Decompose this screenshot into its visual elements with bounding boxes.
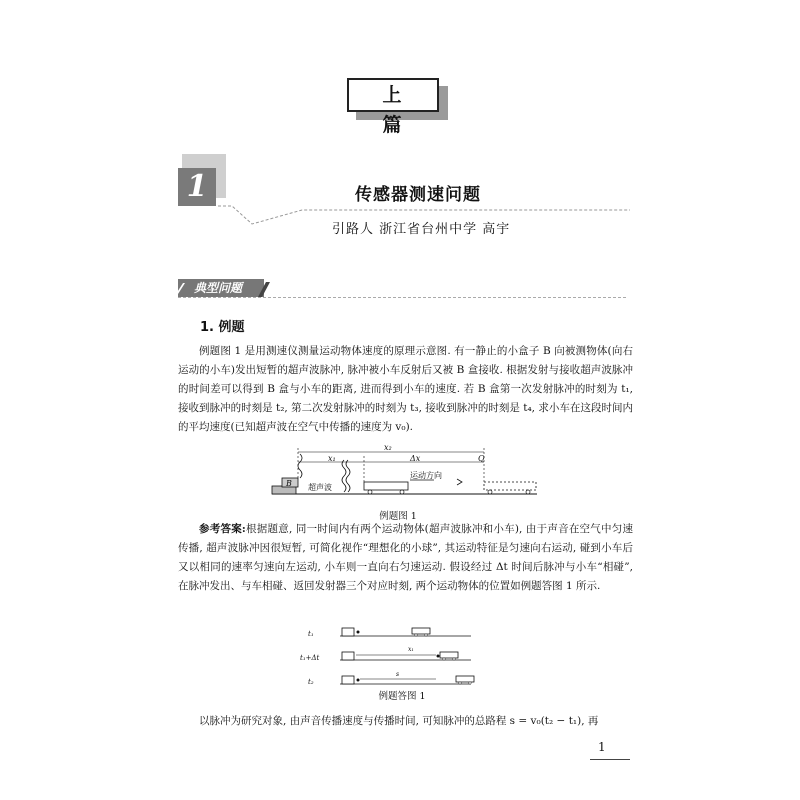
page-number-rule	[590, 759, 630, 760]
label-dx: Δx	[410, 454, 421, 463]
car-later	[484, 482, 536, 490]
label-x1-fig2: x₁	[408, 646, 414, 653]
label-s-fig2: s	[396, 671, 400, 678]
label-x1: x₁	[328, 454, 336, 463]
label-b: B	[286, 479, 292, 488]
section-divider	[178, 297, 626, 298]
problem-text: 例题图 1 是用测速仪测量运动物体速度的原理示意图. 有一静止的小盒子 B 向被测物体(向右运动的小车)发出短暂的超声波脉冲, 脉冲被小车反射后又被 B 盒接收. 根据发射与接收超声波脉冲的时间差可以得到 B 盒与小车的距离, 进而得到小车的速度. 若 B 盒第一次发射脉冲的时刻为 t₁, 接收到脉冲的时刻是 t₂, 第二次发射脉冲的时刻为 t₃, 接收到脉冲的时刻是 t₄, 求小车在这段时间内的平均速度(已知超声波在空气中传播的速度为 v₀).	[178, 345, 633, 433]
section-tag: 典型问题	[178, 279, 264, 297]
answer-paragraph	[178, 520, 633, 596]
label-ultrasound: 超声波	[308, 483, 332, 492]
label-direction: 运动方向	[410, 471, 442, 480]
section-tag-decoration	[174, 280, 274, 298]
page-number: 1	[598, 740, 606, 754]
label-q: Q	[478, 454, 485, 463]
figure-2-caption: 例题答图 1	[378, 691, 426, 702]
answer-label: 参考答案:	[199, 523, 246, 535]
row-label-1: t₁	[308, 630, 314, 638]
part-banner: 上篇	[347, 78, 439, 112]
figure-1-diagram	[262, 442, 552, 506]
figure-1-caption: 例题图 1	[379, 511, 417, 522]
row-label-3: t₂	[308, 678, 314, 686]
example-heading: 1. 例题	[200, 320, 245, 335]
car	[364, 482, 408, 490]
row-label-2: t₁+Δt	[300, 654, 320, 662]
answer-text: 根据题意, 同一时间内有两个运动物体(超声波脉冲和小车), 由于声音在空气中匀速传播, 超声波脉冲因很短暂, 可简化视作“理想化的小球”, 其运动特征是匀速向右运动, 碰到小车后又以相同的速率匀速向左运动, 小车则一直向右匀速运动. 假设经过 Δt 时间后脉冲与小车“相碰”, 在脉冲发出、与车相碰、返回发射器三个对应时刻, 两个运动物体的位置如例题答图 1 所示.	[178, 523, 633, 592]
chapter-title: 传感器测速问题	[355, 185, 481, 205]
chapter-author: 引路人 浙江省台州中学 高宇	[332, 222, 511, 237]
label-x2: x₂	[384, 443, 392, 452]
figure-2-diagram	[300, 622, 476, 686]
chapter-number: 1	[178, 168, 216, 206]
continuation-text: 以脉冲为研究对象, 由声音传播速度与传播时间, 可知脉冲的总路程 s = v₀(t₂ − t₁), 再	[199, 715, 599, 727]
